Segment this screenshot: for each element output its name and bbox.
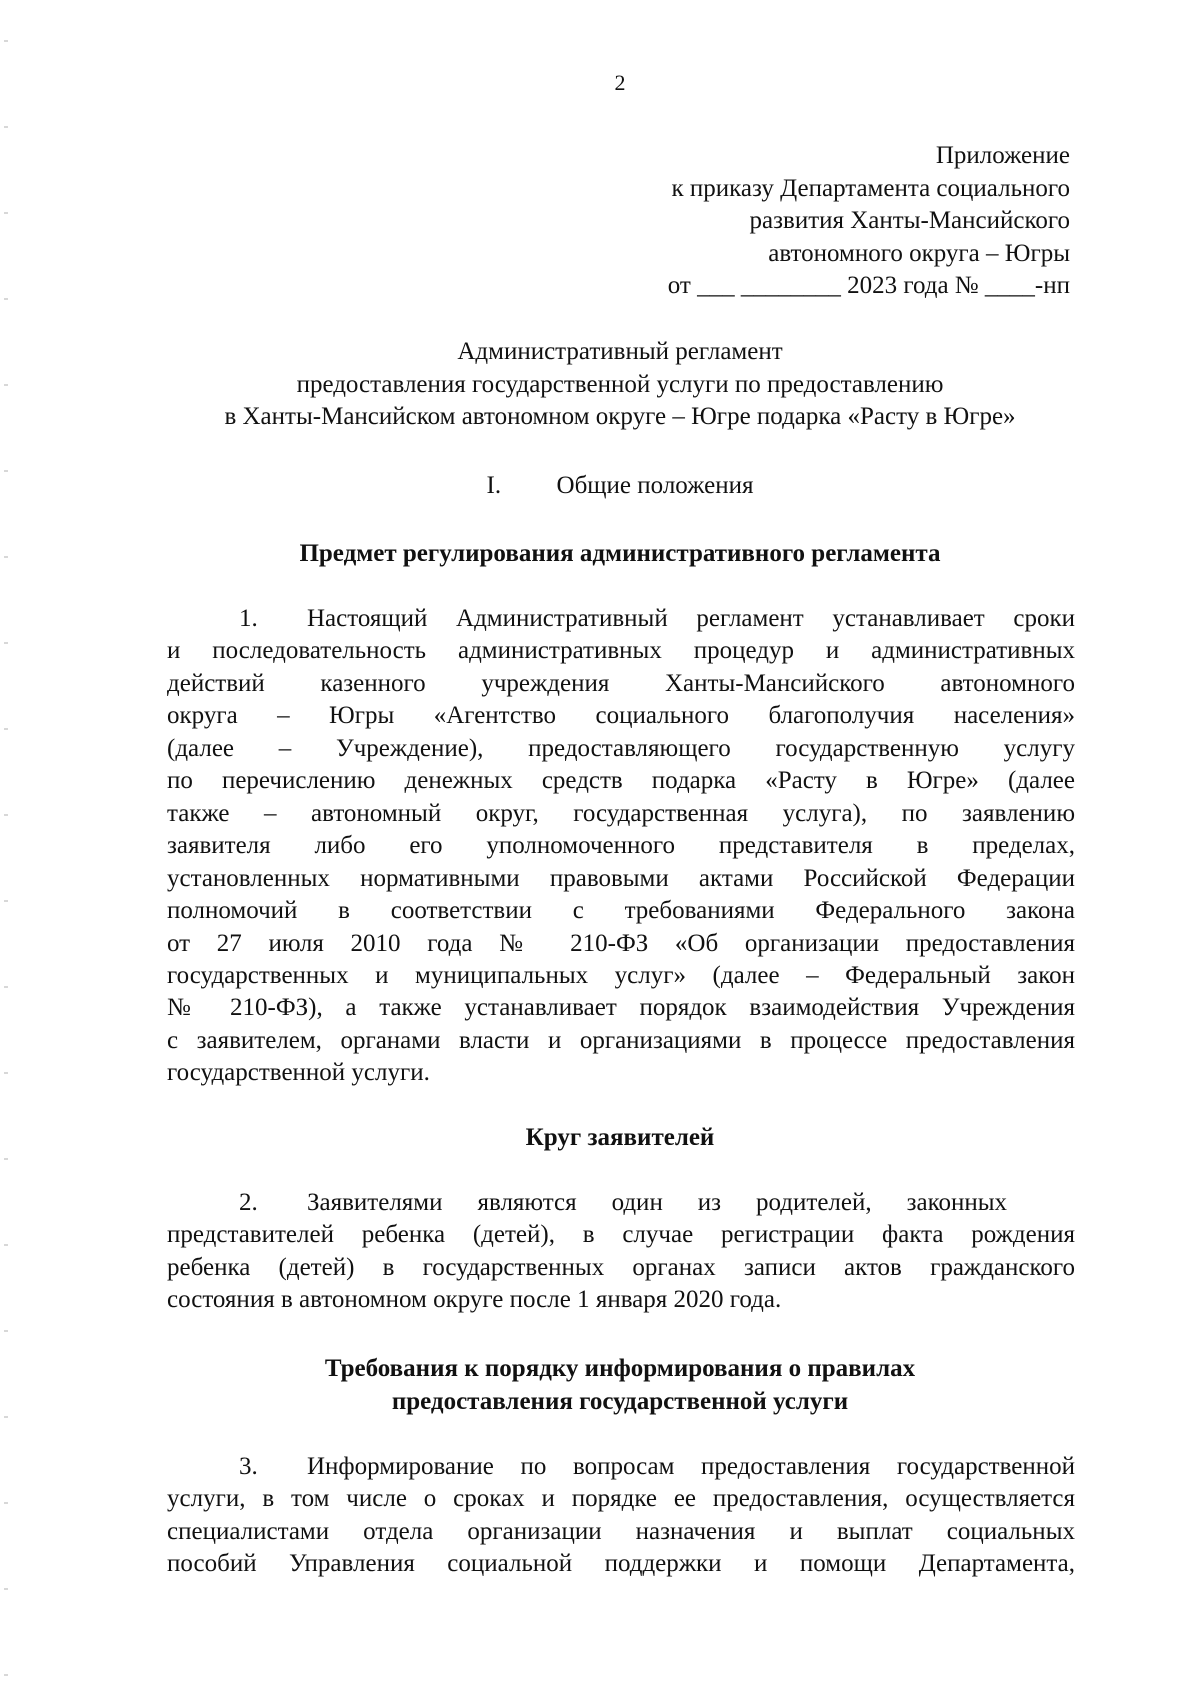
section-heading xyxy=(150,470,1090,503)
paragraph-line: ребенка (детей) в государственных органах записи актов гражданского xyxy=(167,1253,1075,1281)
paragraph-line: пособий Управления социальной поддержки и помощи Департамента, xyxy=(167,1550,1075,1578)
heading-applicants: Круг заявителей xyxy=(525,1124,715,1151)
paragraph-1 xyxy=(167,603,1075,1090)
paragraph-line: услуги, в том числе о сроках и порядке ее предоставления, осуществляется xyxy=(167,1485,1075,1513)
title-line: Административный регламент xyxy=(457,338,783,365)
paragraph-line: 2. Заявителями являются один из родителей, законных xyxy=(167,1187,1075,1219)
paragraph-line: 1. Настоящий Административный регламент устанавливает сроки xyxy=(167,603,1075,635)
appendix-date-line: от ___ ________ 2023 года № ____-нп xyxy=(667,272,1070,299)
paragraph-3 xyxy=(167,1451,1075,1581)
document-title xyxy=(150,336,1090,434)
paragraph-line: заявителя либо его уполномоченного представителя в пределах, xyxy=(167,832,1075,860)
appendix-block xyxy=(550,140,1070,303)
paragraph-line: округа – Югры «Агентство социального благополучия населения» xyxy=(167,702,1075,730)
appendix-line: к приказу Департамента социального xyxy=(671,174,1070,202)
title-line: предоставления государственной услуги по предоставлению xyxy=(296,370,944,398)
appendix-line: автономного округа – Югры xyxy=(768,239,1070,267)
paragraph-line: установленных нормативными правовыми актами Российской Федерации xyxy=(167,864,1075,892)
title-line: в Ханты-Мансийском автономном округе – Югре подарка «Расту в Югре» xyxy=(224,403,1016,430)
page-number: 2 xyxy=(614,70,626,95)
paragraph-2 xyxy=(167,1187,1075,1317)
scan-edge-marks xyxy=(4,0,8,1685)
appendix-line: Приложение xyxy=(935,142,1070,169)
paragraph-line: специалистами отдела организации назначения и выплат социальных xyxy=(167,1517,1075,1545)
paragraph-line: состояния в автономном округе после 1 января 2020 года. xyxy=(167,1286,782,1314)
paragraph-number: 1. xyxy=(239,605,258,632)
paragraph-line: также – автономный округ, государственная услуга), по заявлению xyxy=(167,799,1075,827)
paragraph-line: представителей ребенка (детей), в случае регистрации факта рождения xyxy=(167,1221,1075,1249)
paragraph-line: действий казенного учреждения Ханты-Мансийского автономного xyxy=(167,669,1075,697)
paragraph-number: 2. xyxy=(239,1189,258,1216)
paragraph-line: от 27 июля 2010 года № 210-ФЗ «Об организации предоставления xyxy=(167,929,1075,957)
paragraph-line: и последовательность административных процедур и административных xyxy=(167,637,1075,665)
heading-line: Требования к порядку информирования о правилах xyxy=(324,1355,916,1382)
paragraph-line: государственных и муниципальных услуг» (далее – Федеральный закон xyxy=(167,961,1075,989)
paragraph-line: № 210-ФЗ), а также устанавливает порядок взаимодействия Учреждения xyxy=(167,994,1075,1022)
paragraph-line: 3. Информирование по вопросам предоставления государственной xyxy=(167,1451,1075,1483)
paragraph-number: 3. xyxy=(239,1453,258,1480)
heading-requirements xyxy=(150,1352,1090,1418)
paragraph-line: государственной услуги. xyxy=(167,1059,430,1087)
section-numeral: I. xyxy=(486,472,502,499)
section-label: Общие положения xyxy=(556,472,754,499)
heading-line: предоставления государственной услуги xyxy=(391,1388,849,1415)
paragraph-line: по перечислению денежных средств подарка «Расту в Югре» (далее xyxy=(167,767,1075,795)
paragraph-line: (далее – Учреждение), предоставляющего государственную услугу xyxy=(167,734,1075,762)
paragraph-line: полномочий в соответствии с требованиями Федерального закона xyxy=(167,897,1075,925)
appendix-line: развития Ханты-Мансийского xyxy=(749,207,1070,234)
paragraph-line: с заявителем, органами власти и организациями в процессе предоставления xyxy=(167,1026,1075,1054)
heading-subject: Предмет регулирования административного регламента xyxy=(299,540,941,567)
